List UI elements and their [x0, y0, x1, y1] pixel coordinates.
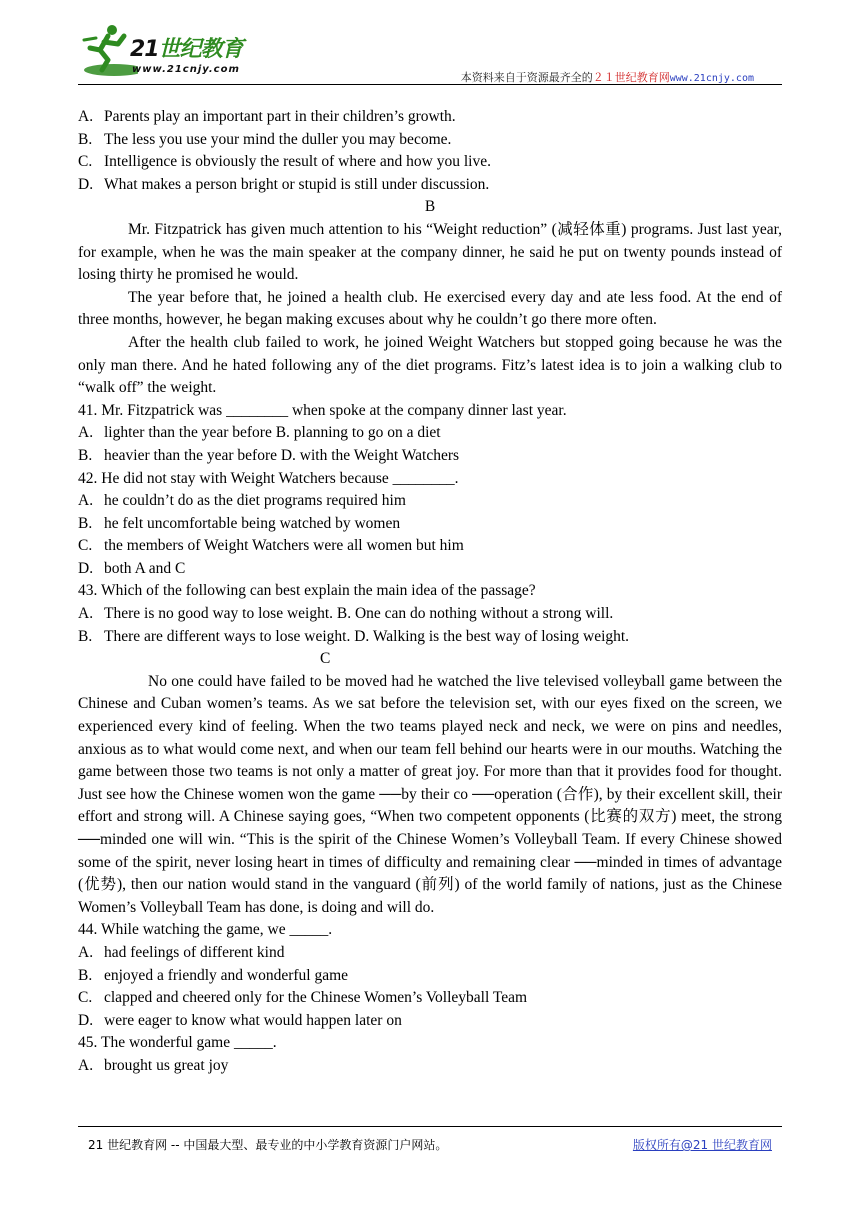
logo-wordmark: 21世纪教育	[130, 37, 243, 62]
question-44: 44. While watching the game, we _____.	[78, 921, 333, 939]
footer-copyright-link[interactable]: 版权所有@21 世纪教育网	[632, 1138, 772, 1152]
option: B. The less you use your mind the duller you may become.	[78, 130, 452, 148]
question-45: 45. The wonderful game _____.	[78, 1034, 277, 1052]
option: D. What makes a person bright or stupid is still under discussion.	[78, 175, 490, 193]
page-header	[78, 20, 782, 86]
footer-site-description: 21 世纪教育网 -- 中国最大型、最专业的中小学教育资源门户网站。	[88, 1138, 448, 1152]
section-a-options	[78, 106, 782, 196]
header-note: 本资料来自于资源最齐全的２１世纪教育网www.21cnjy.com	[460, 71, 754, 84]
passage-paragraph: No one could have failed to be moved had he watched the live televised volleyball game between the Chinese and Cuban women’s teams. As we sat before the television set, with our eyes fixed on the screen, we experienced every kind of feeling. When the two teams played neck and neck, we were on pins and needles, anxious as to what would come next, and when our team fell behind our hearts were in our mouths. Watching the game between those two teams is not only a matter of great joy. For more than that it provides food for thought. Just see how the Chinese women won the game ──by their co ──operation (合作), by their excellent skill, their effort and strong will. A Chinese saying goes, “When two competent opponents (比赛的双方) meet, the strong ──minded one will win. “This is the spirit of the Chinese Women’s Volleyball Team. If every Chinese showed some of the spirit, never losing heart in times of difficulty and remaining clear ──minded in times of advantage (优势), then our nation would stand in the vanguard (前列) of the world family of nations, just as the Chinese Women’s Volleyball Team has done, is doing and will do.	[78, 672, 782, 916]
option: B. he felt uncomfortable being watched by women	[78, 514, 401, 532]
logo-url: www.21cnjy.com	[132, 64, 240, 75]
option: D. were eager to know what would happen later on	[78, 1011, 402, 1029]
option: A. There is no good way to lose weight. B. One can do nothing without a strong will.	[78, 605, 614, 623]
document-body	[78, 106, 782, 1078]
question-43: 43. Which of the following can best explain the main idea of the passage?	[78, 582, 536, 600]
option: A. had feelings of different kind	[78, 943, 285, 961]
passage-paragraph: The year before that, he joined a health club. He exercised every day and ate less food. At the end of three months, however, he began making excuses about why he couldn’t go there more often.	[78, 288, 782, 329]
option: A. lighter than the year before B. planning to go on a diet	[78, 424, 441, 442]
option: B. enjoyed a friendly and wonderful game	[78, 966, 349, 984]
option: B. heavier than the year before D. with the Weight Watchers	[78, 446, 460, 464]
section-b-heading: B	[424, 198, 436, 216]
option: C. Intelligence is obviously the result of where and how you live.	[78, 153, 491, 171]
header-divider	[78, 84, 782, 85]
option: C. the members of Weight Watchers were all women but him	[78, 537, 464, 555]
passage-paragraph: After the health club failed to work, he joined Weight Watchers but stopped going because he was the only man there. And he hated following any of the diet programs. Fitz’s latest idea is to join a walking club to “walk off” the weight.	[78, 333, 782, 397]
option: A. brought us great joy	[78, 1056, 229, 1074]
header-url-link[interactable]: www.21cnjy.com	[669, 73, 754, 84]
footer-divider	[78, 1126, 782, 1127]
option: C. clapped and cheered only for the Chinese Women’s Volleyball Team	[78, 989, 528, 1007]
runner-logo-icon	[78, 20, 138, 80]
page-footer	[78, 1126, 782, 1152]
option: A. he couldn’t do as the diet programs required him	[78, 492, 406, 510]
passage-paragraph: Mr. Fitzpatrick has given much attention to his “Weight reduction” (减轻体重) programs. Just last year, for example, when he was the main speaker at the company dinner, he said he put on twenty pounds instead of losing thirty he promised he would.	[78, 220, 782, 284]
question-41: 41. Mr. Fitzpatrick was ________ when spoke at the company dinner last year.	[78, 401, 567, 419]
option: B. There are different ways to lose weight. D. Walking is the best way of losing weight.	[78, 627, 630, 645]
section-c-heading: C	[320, 650, 331, 668]
logo	[78, 20, 288, 82]
option: D. both A and C	[78, 559, 186, 577]
option: A. Parents play an important part in their children’s growth.	[78, 108, 456, 125]
question-42: 42. He did not stay with Weight Watchers because ________.	[78, 469, 459, 487]
